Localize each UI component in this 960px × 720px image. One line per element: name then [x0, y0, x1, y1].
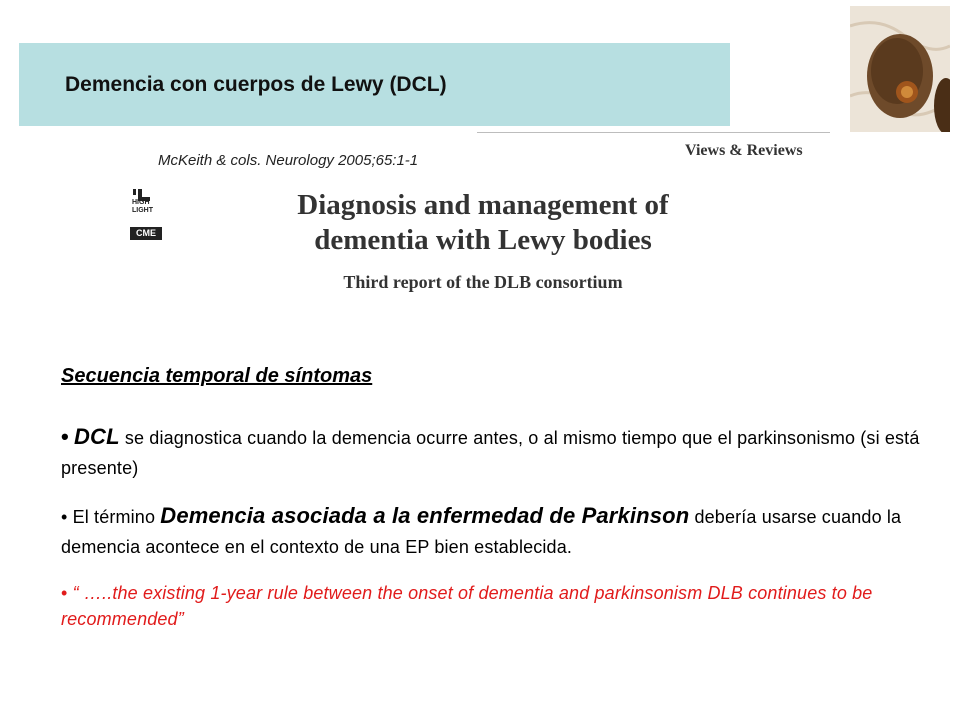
citation: McKeith & cols. Neurology 2005;65:1-1: [158, 152, 419, 169]
article-title-line1: Diagnosis and management of: [297, 189, 669, 221]
article-section-label: Views & Reviews: [685, 142, 803, 159]
title-banner: [19, 43, 730, 126]
bullet-term-dcl: DCL: [74, 424, 120, 449]
bullet-pdd: [61, 501, 941, 562]
highlight-badge-text: HIGH LIGHT: [132, 199, 153, 214]
article-subtitle: Third report of the DLB consortium: [343, 272, 623, 292]
bullet-term-pdd: Demencia asociada a la enfermedad de Parkinson: [160, 503, 690, 528]
bullet-dcl: [61, 422, 941, 483]
bullet-marker: •: [61, 507, 68, 527]
lewy-body-micrograph-icon: [850, 6, 950, 132]
bullet-marker: •: [61, 583, 68, 603]
bullet-list: [61, 422, 941, 650]
section-heading: Secuencia temporal de síntomas: [61, 365, 373, 387]
bullet-text-pdd: debería usarse cuando la demencia acontece en el contexto de una EP bien establecida.: [61, 507, 902, 557]
bullet-marker: •: [61, 424, 69, 449]
cme-badge: [130, 187, 166, 243]
micrograph-image: [850, 6, 950, 132]
article-header-rule: [477, 132, 830, 133]
bullet-quote: [61, 580, 941, 632]
bullet-lead-pdd: El término: [67, 507, 161, 527]
article-title-line2: dementia with Lewy bodies: [314, 224, 652, 256]
page-title: Demencia con cuerpos de Lewy (DCL): [65, 73, 447, 96]
article-title-block: [180, 188, 786, 294]
bullet-quote-text: “ …..the existing 1-year rule between the onset of dementia and parkinsonism DLB continues to be recommended”: [61, 583, 873, 629]
bullet-text-dcl: se diagnostica cuando la demencia ocurre antes, o al mismo tiempo que el parkinsonismo (si está presente): [61, 428, 920, 478]
cme-label: CME: [130, 227, 162, 240]
